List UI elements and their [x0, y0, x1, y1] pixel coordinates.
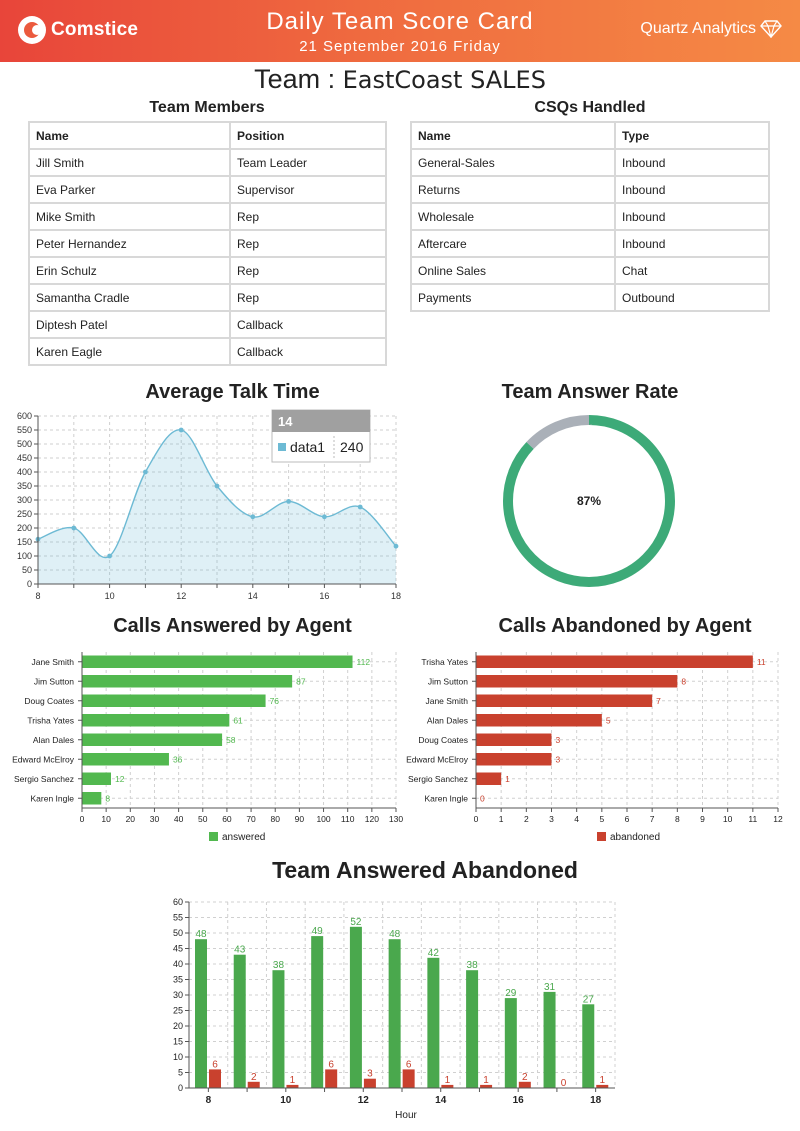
x-tick-label: 4 — [574, 814, 580, 824]
tooltip-series: data1 — [290, 439, 326, 455]
x-tick-label: 9 — [700, 814, 705, 824]
data-point — [107, 554, 112, 559]
data-label: 1 — [289, 1074, 296, 1086]
data-point — [394, 544, 399, 549]
member-name: Eva Parker — [29, 176, 230, 203]
bar-abandoned — [403, 1069, 415, 1088]
category-label: Doug Coates — [24, 695, 74, 706]
csq-type: Inbound — [615, 149, 769, 176]
bar-abandoned — [364, 1079, 376, 1088]
bar-answered — [82, 695, 266, 708]
x-tick-label: 8 — [674, 814, 680, 824]
bar-abandoned — [476, 734, 552, 747]
x-tick-label: 100 — [316, 814, 331, 824]
bar-abandoned — [476, 675, 677, 688]
y-tick-label: 50 — [172, 928, 183, 938]
data-label: 0 — [560, 1078, 567, 1089]
csqs-header-row — [411, 122, 769, 149]
y-tick-label: 550 — [16, 425, 32, 435]
bar-answered — [82, 753, 169, 766]
y-tick-label: 100 — [16, 551, 32, 561]
header-bar — [0, 0, 800, 62]
bar-abandoned — [476, 656, 753, 669]
answer-rate-chart — [500, 412, 678, 590]
bar-answered — [311, 936, 323, 1088]
category-label: Karen Ingle — [424, 793, 468, 804]
abandoned-by-agent-title: Calls Abandoned by Agent — [498, 615, 752, 637]
data-point — [143, 470, 148, 475]
team-answered-abandoned-title: Team Answered Abandoned — [272, 857, 578, 883]
members-title: Team Members — [149, 99, 265, 116]
diamond-icon — [760, 20, 782, 38]
x-tick-label: 6 — [624, 814, 630, 824]
member-position: Supervisor — [230, 176, 386, 203]
data-point — [179, 428, 184, 433]
members-header-row — [29, 122, 386, 149]
data-label: 8 — [105, 793, 111, 804]
y-tick-label: 300 — [16, 495, 32, 505]
data-label: 0 — [480, 793, 485, 804]
y-tick-label: 35 — [172, 974, 183, 985]
y-tick-label: 450 — [16, 453, 32, 463]
y-tick-label: 20 — [172, 1021, 183, 1031]
data-label: 27 — [582, 994, 594, 1006]
y-tick-label: 250 — [16, 509, 32, 519]
data-label: 43 — [234, 944, 246, 956]
bar-answered — [195, 939, 207, 1088]
csq-name: Returns — [411, 176, 615, 203]
member-position: Rep — [230, 230, 386, 257]
x-tick-label: 14 — [247, 591, 258, 601]
table-row — [29, 311, 386, 338]
bar-abandoned — [209, 1069, 221, 1088]
table-row — [29, 149, 386, 176]
bar-abandoned — [476, 753, 552, 766]
data-point — [322, 514, 327, 519]
y-tick-label: 10 — [172, 1052, 183, 1062]
logo-text: Comstice — [51, 19, 139, 40]
x-tick-label: 20 — [125, 814, 136, 824]
table-row — [29, 284, 386, 311]
table-row — [29, 257, 386, 284]
category-label: Edward McElroy — [406, 754, 468, 765]
data-label: 2 — [250, 1071, 257, 1083]
category-label: Edward McElroy — [12, 754, 74, 765]
csq-type: Inbound — [615, 230, 769, 257]
data-label: 112 — [356, 656, 371, 667]
data-label: 1 — [444, 1074, 451, 1086]
x-tick-label: 70 — [246, 814, 256, 824]
x-tick-label: 3 — [549, 814, 554, 824]
data-label: 36 — [172, 754, 183, 765]
team-prefix: Team : — [254, 64, 343, 94]
member-position: Team Leader — [230, 149, 386, 176]
x-tick-label: 12 — [773, 814, 783, 824]
data-label: 11 — [756, 656, 766, 667]
category-label: Jim Sutton — [33, 676, 74, 687]
y-tick-label: 400 — [16, 467, 32, 477]
x-tick-label: 90 — [294, 814, 305, 824]
x-tick-label: 7 — [649, 814, 655, 824]
category-label: Jane Smith — [31, 656, 74, 667]
data-label: 3 — [367, 1068, 373, 1080]
member-name: Jill Smith — [29, 149, 230, 176]
y-tick-label: 60 — [172, 897, 183, 907]
y-tick-label: 15 — [172, 1036, 183, 1047]
y-tick-label: 500 — [16, 439, 32, 449]
legend-swatch — [597, 832, 606, 841]
table-row — [411, 257, 769, 284]
data-point — [215, 484, 220, 489]
tooltip-title: 14 — [278, 414, 293, 429]
x-tick-label: 10 — [722, 814, 733, 824]
comstice-logo-icon — [18, 16, 46, 44]
data-label: 12 — [114, 773, 125, 784]
y-tick-label: 45 — [172, 943, 183, 954]
x-tick-label: 10 — [280, 1095, 292, 1106]
data-label: 5 — [605, 715, 611, 726]
x-tick-label: 14 — [435, 1095, 447, 1106]
data-label: 42 — [427, 947, 439, 959]
data-label: 48 — [389, 929, 401, 941]
x-tick-label: 12 — [176, 591, 187, 601]
member-name: Mike Smith — [29, 203, 230, 230]
y-tick-label: 0 — [177, 1083, 183, 1093]
bar-answered — [544, 992, 556, 1088]
table-row — [411, 203, 769, 230]
data-label: 8 — [681, 676, 687, 687]
member-name: Diptesh Patel — [29, 311, 230, 338]
x-tick-label: 30 — [149, 814, 160, 824]
brand — [640, 20, 782, 38]
data-label: 48 — [195, 929, 207, 941]
category-label: Jim Sutton — [427, 676, 468, 687]
data-label: 3 — [555, 754, 561, 765]
y-tick-label: 50 — [21, 565, 32, 575]
x-tick-label: 0 — [473, 814, 479, 824]
page-title: Daily Team Score Card — [266, 8, 534, 35]
category-label: Trisha Yates — [421, 656, 468, 667]
member-name: Peter Hernandez — [29, 230, 230, 257]
x-tick-label: 18 — [590, 1095, 602, 1106]
tooltip-swatch — [278, 443, 286, 451]
x-tick-label: 10 — [104, 591, 115, 601]
data-label: 29 — [505, 988, 517, 1000]
category-label: Trisha Yates — [27, 715, 74, 726]
member-position: Callback — [230, 311, 386, 338]
csqs-title: CSQs Handled — [534, 99, 646, 116]
category-label: Karen Ingle — [30, 793, 74, 804]
y-tick-label: 350 — [16, 481, 32, 491]
abandoned-by-agent-chart — [400, 646, 795, 846]
bar-answered — [82, 656, 353, 669]
data-point — [358, 505, 363, 510]
category-label: Sergio Sanchez — [13, 773, 74, 784]
x-tick-label: 16 — [512, 1095, 524, 1106]
x-tick-label: 5 — [599, 814, 605, 824]
table-row — [411, 176, 769, 203]
tooltip-value: 240 — [340, 439, 364, 455]
member-position: Rep — [230, 203, 386, 230]
bar-answered — [582, 1004, 594, 1088]
x-axis-label: Hour — [395, 1110, 417, 1121]
data-label: 49 — [311, 926, 323, 938]
member-position: Rep — [230, 257, 386, 284]
legend-label: abandoned — [610, 832, 661, 843]
legend-swatch — [209, 832, 218, 841]
data-label: 1 — [599, 1074, 606, 1086]
bar-answered — [427, 958, 439, 1088]
member-name: Samantha Cradle — [29, 284, 230, 311]
bar-abandoned — [325, 1069, 337, 1088]
y-tick-label: 40 — [172, 959, 183, 969]
csqs-header-type: Type — [615, 122, 769, 149]
x-tick-label: 11 — [748, 814, 758, 824]
category-label: Sergio Sanchez — [407, 773, 468, 784]
bar-answered — [350, 927, 362, 1088]
csq-type: Inbound — [615, 203, 769, 230]
members-header-position: Position — [230, 122, 386, 149]
comstice-logo — [18, 14, 138, 46]
bar-abandoned — [476, 695, 652, 708]
bar-answered — [82, 714, 229, 727]
category-label: Alan Dales — [426, 715, 468, 726]
y-tick-label: 200 — [16, 523, 32, 533]
csq-type: Inbound — [615, 176, 769, 203]
y-tick-label: 150 — [16, 537, 32, 547]
x-tick-label: 110 — [340, 814, 355, 824]
member-name: Karen Eagle — [29, 338, 230, 365]
data-label: 31 — [543, 981, 556, 993]
x-tick-label: 1 — [498, 814, 504, 824]
team-title — [0, 64, 800, 95]
x-tick-label: 0 — [79, 814, 85, 824]
talk-time-title: Average Talk Time — [145, 381, 320, 403]
x-tick-label: 8 — [35, 591, 41, 601]
bar-abandoned — [476, 773, 501, 786]
csq-name: General-Sales — [411, 149, 615, 176]
data-point — [286, 499, 291, 504]
table-row — [411, 284, 769, 311]
data-label: 76 — [269, 695, 280, 706]
data-label: 38 — [272, 960, 285, 972]
legend-label: answered — [222, 832, 266, 843]
csq-name: Online Sales — [411, 257, 615, 284]
data-label: 87 — [296, 676, 306, 687]
data-label: 2 — [522, 1071, 528, 1083]
csq-type: Outbound — [615, 284, 769, 311]
answered-by-agent-chart — [8, 646, 408, 846]
csqs-table — [410, 121, 770, 312]
x-tick-label: 120 — [364, 814, 379, 824]
y-tick-label: 600 — [16, 411, 32, 421]
y-tick-label: 30 — [172, 990, 183, 1000]
table-row — [29, 230, 386, 257]
donut-center-label: 87% — [576, 494, 602, 508]
csq-name: Wholesale — [411, 203, 615, 230]
answer-rate-title: Team Answer Rate — [501, 381, 679, 403]
data-point — [71, 526, 76, 531]
data-label: 3 — [555, 734, 561, 745]
csq-name: Payments — [411, 284, 615, 311]
table-row — [29, 338, 386, 365]
data-label: 58 — [226, 734, 236, 745]
talk-time-chart — [8, 408, 406, 606]
data-label: 1 — [483, 1074, 489, 1086]
page-date: 21 September 2016 Friday — [299, 38, 501, 55]
csqs-header-name: Name — [411, 122, 615, 149]
y-tick-label: 0 — [26, 579, 32, 589]
category-label: Doug Coates — [418, 734, 468, 745]
x-tick-label: 18 — [390, 591, 402, 601]
table-row — [411, 149, 769, 176]
table-row — [411, 230, 769, 257]
x-tick-label: 16 — [319, 591, 330, 601]
bar-answered — [272, 970, 284, 1088]
data-label: 52 — [350, 916, 362, 928]
bar-answered — [82, 773, 111, 786]
members-header-name: Name — [29, 122, 230, 149]
x-tick-label: 50 — [198, 814, 208, 824]
member-position: Rep — [230, 284, 386, 311]
csq-type: Chat — [615, 257, 769, 284]
bar-answered — [466, 970, 478, 1088]
data-label: 6 — [405, 1059, 412, 1071]
team-name: EastCoast SALES — [342, 66, 546, 94]
team-answered-abandoned-chart — [165, 892, 625, 1126]
bar-answered — [82, 734, 222, 747]
x-tick-label: 80 — [270, 814, 280, 824]
data-label: 38 — [466, 960, 478, 972]
member-position: Callback — [230, 338, 386, 365]
table-row — [29, 203, 386, 230]
y-tick-label: 5 — [177, 1067, 183, 1078]
bar-answered — [82, 675, 292, 688]
answered-by-agent-title: Calls Answered by Agent — [113, 615, 352, 637]
y-tick-label: 55 — [172, 912, 183, 923]
x-tick-label: 10 — [101, 814, 111, 824]
csq-name: Aftercare — [411, 230, 615, 257]
x-tick-label: 60 — [222, 814, 232, 824]
bar-answered — [505, 998, 517, 1088]
data-label: 6 — [212, 1059, 218, 1071]
bar-abandoned — [476, 714, 602, 727]
x-tick-label: 130 — [388, 814, 404, 824]
data-label: 1 — [505, 773, 510, 784]
member-name: Erin Schulz — [29, 257, 230, 284]
bar-answered — [389, 939, 401, 1088]
x-tick-label: 2 — [523, 814, 529, 824]
members-table — [28, 121, 387, 366]
category-label: Jane Smith — [425, 695, 468, 706]
data-point — [250, 514, 255, 519]
y-tick-label: 25 — [172, 1005, 183, 1016]
brand-text: Quartz Analytics — [640, 20, 756, 37]
data-label: 6 — [328, 1059, 334, 1071]
category-label: Alan Dales — [32, 734, 74, 745]
bar-answered — [234, 955, 246, 1088]
table-row — [29, 176, 386, 203]
data-label: 61 — [233, 715, 243, 726]
bar-answered — [82, 792, 101, 805]
x-tick-label: 8 — [205, 1095, 212, 1106]
x-tick-label: 12 — [357, 1095, 369, 1106]
title-block — [200, 8, 600, 55]
data-label: 7 — [656, 695, 661, 706]
x-tick-label: 40 — [173, 814, 184, 824]
